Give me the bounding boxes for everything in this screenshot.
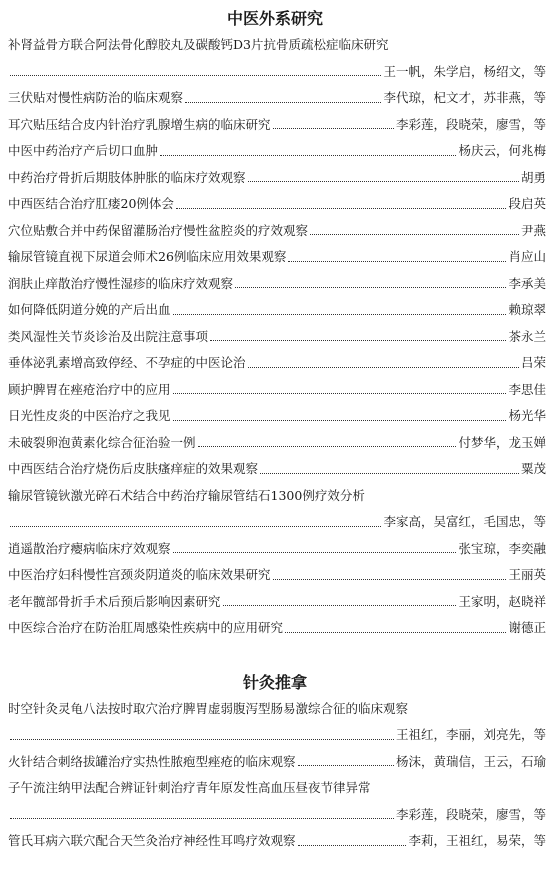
toc-entry-title: 火针结合刺络拔罐治疗实热性脓疱型痤疮的临床观察 [8,753,296,769]
toc-entry-authors: 李家高，吴富红，毛国忠，等 [383,514,546,529]
toc-entry-authors: 王丽英 [508,567,546,582]
toc-entry-title: 三伏贴对慢性病防治的临床观察 [8,90,184,105]
toc-entry [8,244,546,271]
toc-entry-row [8,430,546,457]
toc-entry-authors: 李承美 [508,275,546,291]
toc-entry-authors: 李彩莲，段晓荣，廖雪，等 [395,806,546,822]
toc-entry-author-row [8,59,546,86]
section-title: 中医外系研究 [226,9,323,28]
dot-leader [173,314,507,315]
toc-entry-authors: 李代琼，杞文才，苏非燕，等 [383,90,546,105]
toc-entry [8,165,546,192]
toc-entry-row [8,218,546,245]
toc-entry-author-row [8,802,546,829]
toc-entry [8,350,546,377]
toc-entry [8,615,546,642]
toc-entry-row [8,191,546,218]
toc-entry-authors: 胡勇 [520,169,546,185]
dot-leader [223,605,457,606]
toc-entry-author-row [8,722,546,749]
dot-leader [285,632,506,633]
toc-entry-authors: 李思佳 [508,381,546,397]
toc-entry-title: 逍遥散治疗瘿病临床疗效观察 [8,540,171,556]
toc-entry [8,218,546,245]
toc-entry-row [8,271,546,298]
toc-entry [8,403,546,430]
toc-entry-row [8,377,546,404]
toc-entry-row [8,324,546,351]
toc-entry-title: 老年髋部骨折手术后预后影响因素研究 [8,593,221,609]
dot-leader [10,75,381,76]
toc-entry-authors: 粟茂 [520,461,546,476]
toc-entry-title: 中西医结合治疗烧伤后皮肤瘙痒症的效果观察 [8,461,259,476]
dot-leader [173,552,457,553]
toc-entry-title: 中医中药治疗产后切口血肿 [8,143,159,158]
toc-entry-title-row [8,775,546,802]
toc-entry-title: 顾护脾胃在痤疮治疗中的应用 [8,381,171,397]
dot-leader [235,287,506,288]
section-entries [0,696,550,855]
toc-entry-row [8,536,546,563]
dot-leader [288,261,506,262]
dot-leader [198,446,457,447]
toc-entry-authors: 段启英 [508,196,546,211]
toc-entry-authors: 杨沫，黄瑞信，王云，石瑜 [395,753,546,769]
dot-leader [273,579,507,580]
toc-entry-title: 耳穴贴压结合皮内针治疗乳腺增生病的临床研究 [8,116,271,132]
toc-entry-title: 子午流注纳甲法配合辨证针刺治疗青年原发性高血压昼夜节律异常 [8,780,371,795]
toc-entry-row [8,456,546,483]
toc-entry-row [8,297,546,324]
dot-leader [298,765,394,766]
toc-entry-title: 中药治疗骨折后期肢体肿胀的临床疗效观察 [8,169,246,185]
toc-entry-authors: 谢德正 [508,620,546,635]
toc-entry [8,138,546,165]
toc-entry [8,271,546,298]
toc-entry-authors: 李莉，王祖红，易荣，等 [408,833,546,848]
dot-leader [185,102,381,103]
toc-entry-title: 输尿管镜钬激光碎石术结合中药治疗输尿管结石1300例疗效分析 [8,487,365,503]
dot-leader [273,128,394,129]
toc-entry-authors: 王家明，赵晓祥 [458,593,546,609]
dot-leader [10,818,394,819]
toc-entry-row [8,828,546,855]
toc-entry-row [8,85,546,112]
toc-entry [8,828,546,855]
toc-entry-title: 中医综合治疗在防治肛周感染性疾病中的应用研究 [8,620,284,635]
toc-entry [8,377,546,404]
toc-entry-title: 润肤止痒散治疗慢性湿疹的临床疗效观察 [8,275,234,291]
toc-entry-authors: 王一帆，朱学启，杨绍文，等 [383,63,546,79]
dot-leader [160,155,456,156]
toc-entry [8,589,546,616]
toc-entry-row [8,615,546,642]
toc-entry [8,191,546,218]
toc-entry-row [8,350,546,377]
toc-entry [8,32,546,85]
toc-entry-row [8,112,546,139]
toc-entry-row [8,749,546,776]
toc-entry-title-row [8,32,546,59]
dot-leader [298,845,407,846]
toc-entry [8,430,546,457]
toc-entry-row [8,244,546,271]
toc-entry-row [8,562,546,589]
toc-entry [8,696,546,749]
toc-entry-authors: 吕荣 [520,355,546,370]
toc-entry-title: 中医治疗妇科慢性宫颈炎阴道炎的临床效果研究 [8,567,271,582]
dot-leader [173,420,507,421]
toc-entry-title: 未破裂卵泡黄素化综合征治验一例 [8,434,196,450]
dot-leader [173,393,507,394]
toc-entry-row [8,589,546,616]
dot-leader [210,340,506,341]
toc-entry [8,456,546,483]
toc-entry-row [8,165,546,192]
dot-leader [248,181,519,182]
dot-leader [248,367,519,368]
toc-entry [8,775,546,828]
toc-entry [8,297,546,324]
toc-entry-title: 如何降低阴道分娩的产后出血 [8,302,171,317]
toc-entry-title: 中西医结合治疗肛瘘20例体会 [8,196,174,211]
toc-entry-authors: 茶永兰 [508,328,546,344]
toc-entry-title: 输尿管镜直视下尿道会师术26例临床应用效果观察 [8,249,287,264]
toc-entry-row [8,138,546,165]
toc-entry [8,536,546,563]
toc-entry-authors: 王祖红，李丽，刘亮先，等 [395,727,546,742]
toc-entry-title: 补肾益骨方联合阿法骨化醇胶丸及碳酸钙D3片抗骨质疏松症临床研究 [8,37,389,52]
toc-entry-authors: 付梦华，龙玉婵 [458,434,546,450]
toc-entry-title-row [8,483,546,510]
dot-leader [176,208,507,209]
toc-entry [8,562,546,589]
toc-entry [8,324,546,351]
toc-entry [8,112,546,139]
section-entries [0,32,550,642]
toc-entry-authors: 李彩莲，段晓荣，廖雪，等 [395,116,546,132]
toc-entry-authors: 杨庆云，何兆梅 [458,143,546,158]
toc-entry-title: 管氏耳病六联穴配合天竺灸治疗神经性耳鸣疗效观察 [8,833,296,848]
toc-entry-title: 垂体泌乳素增高致停经、不孕症的中医论治 [8,355,246,370]
toc-entry [8,749,546,776]
toc-entry [8,85,546,112]
toc-entry-title: 类风湿性关节炎诊治及出院注意事项 [8,328,209,344]
toc-entry-row [8,403,546,430]
section-title: 针灸推拿 [242,672,307,692]
toc-entry-authors: 赖琼翠 [508,302,546,317]
toc-entry-author-row [8,509,546,536]
toc-entry-title: 穴位贴敷合并中药保留灌肠治疗慢性盆腔炎的疗效观察 [8,222,309,238]
toc-entry-authors: 张宝琼，李奕融 [458,540,546,556]
toc-entry-authors: 杨光华 [508,408,546,423]
toc-entry-title: 日光性皮炎的中医治疗之我见 [8,408,171,423]
dot-leader [10,526,381,527]
dot-leader [10,739,394,740]
dot-leader [310,234,519,235]
toc-entry [8,483,546,536]
toc-entry-authors: 尹燕 [520,222,546,238]
toc-entry-title-row [8,696,546,723]
toc-entry-authors: 肖应山 [508,249,546,264]
dot-leader [260,473,519,474]
toc-entry-title: 时空针灸灵龟八法按时取穴治疗脾胃虚弱腹泻型肠易激综合征的临床观察 [8,700,409,716]
